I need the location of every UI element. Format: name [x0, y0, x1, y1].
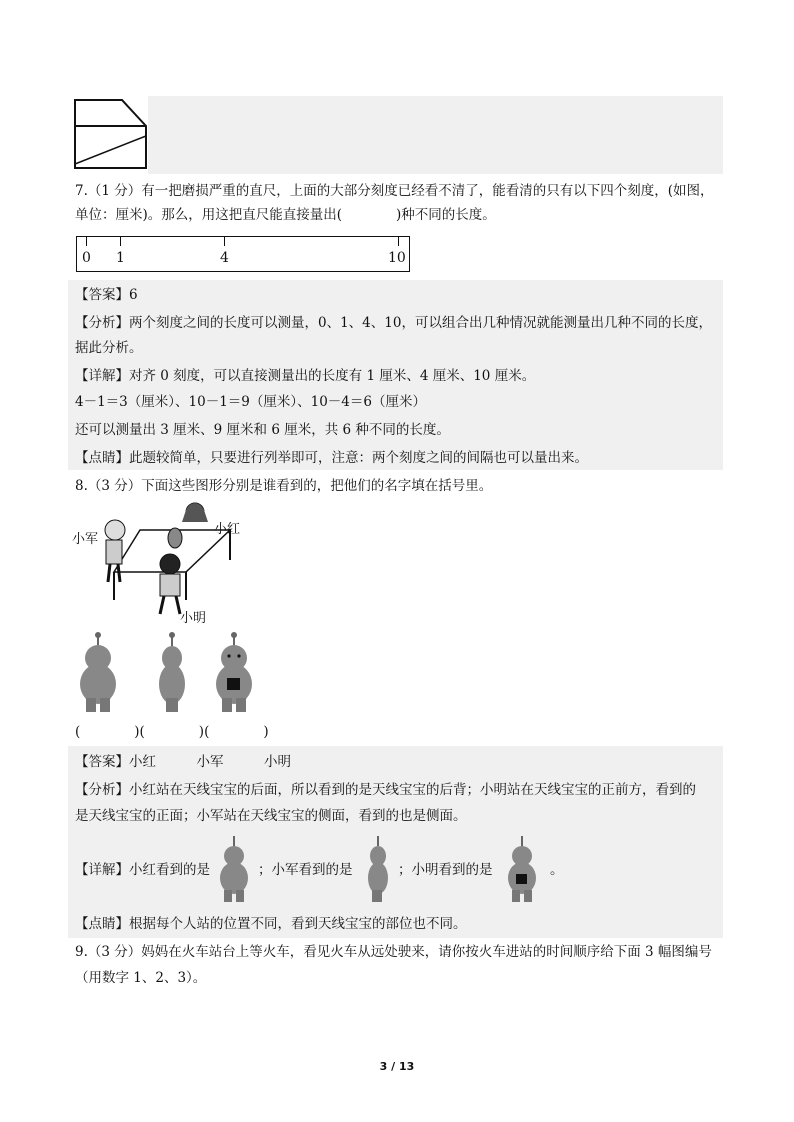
q9-question-line2: （用数字 1、2、3）。	[75, 970, 207, 986]
q8-answer-blanks: ( )( )( )	[75, 724, 269, 740]
page-number: 3 / 13	[379, 1060, 415, 1073]
q8-answer: 【答案】小红 小军 小明	[75, 754, 291, 770]
q8-detail-mid1: ；小军看到的是	[258, 862, 353, 878]
ruler-figure	[76, 236, 410, 272]
teletubby-back-view-small-icon	[212, 834, 256, 904]
ruler-label-10: 10	[388, 250, 406, 266]
teletubby-back-view-icon	[70, 632, 126, 716]
q7-analysis-line1: 【分析】两个刻度之间的长度可以测量，0、1、4、10，可以组合出几种情况就能测量出几种不同的长度，	[75, 315, 712, 331]
q9-question-line1: 9.（3 分）妈妈在火车站台上等火车，看见火车从远处驶来，请你按火车进站的时间顺序给下面 3 幅图编号	[75, 944, 712, 960]
q7-question-line1: 7.（1 分）有一把磨损严重的直尺，上面的大部分刻度已经看不清了，能看清的只有以下四个刻度，(如图，	[75, 183, 714, 199]
ruler-label-0: 0	[82, 250, 91, 266]
ruler-tick-10	[398, 237, 399, 246]
q7-answer: 【答案】6	[75, 287, 138, 303]
ruler-label-1: 1	[116, 250, 125, 266]
teletubby-front-view-icon	[206, 632, 262, 716]
q8-detail-mid2: ；小明看到的是	[398, 862, 493, 878]
ruler-label-4: 4	[220, 250, 229, 266]
ruler-tick-1	[120, 237, 121, 246]
label-xiaoming: 小明	[180, 611, 207, 626]
q7-comment: 【点睛】此题较简单，只要进行列举即可，注意：两个刻度之间的间隔也可以量出来。	[75, 450, 588, 466]
q7-analysis-line2: 据此分析。	[75, 340, 143, 356]
teletubby-side-view-icon	[150, 632, 196, 716]
q8-analysis-line2: 是天线宝宝的正面；小军站在天线宝宝的侧面，看到的也是侧面。	[75, 808, 467, 824]
teletubby-front-view-small-icon	[500, 834, 544, 904]
trapezoid-rectangle-figure-icon	[72, 96, 150, 172]
q8-question: 8.（3 分）下面这些图形分别是谁看到的，把他们的名字填在括号里。	[75, 478, 493, 494]
ruler-tick-0	[86, 237, 87, 246]
q7-detail-line3: 还可以测量出 3 厘米、9 厘米和 6 厘米，共 6 种不同的长度。	[75, 422, 450, 438]
q8-comment: 【点睛】根据每个人站的位置不同，看到天线宝宝的部位也不同。	[75, 916, 467, 932]
q8-analysis-line1: 【分析】小红站在天线宝宝的后面，所以看到的是天线宝宝的后背；小明站在天线宝宝的正前方，看到的	[75, 782, 696, 798]
q8-detail-end: 。	[550, 862, 564, 878]
q6-shade	[148, 96, 723, 174]
q8-detail-prefix: 【详解】小红看到的是	[75, 862, 210, 878]
label-xiaojun: 小军	[72, 532, 99, 547]
q7-question-line2: 单位：厘米)。那么，用这把直尺能直接量出( )种不同的长度。	[75, 207, 496, 223]
teletubby-side-view-small-icon	[360, 834, 396, 904]
label-xiaohong: 小红	[214, 522, 241, 537]
q7-detail-line1: 【详解】对齐 0 刻度，可以直接测量出的长度有 1 厘米、4 厘米、10 厘米。	[75, 368, 536, 384]
q7-detail-line2: 4－1＝3（厘米）、10－1＝9（厘米）、10－4＝6（厘米）	[75, 394, 426, 410]
ruler-tick-4	[224, 237, 225, 246]
